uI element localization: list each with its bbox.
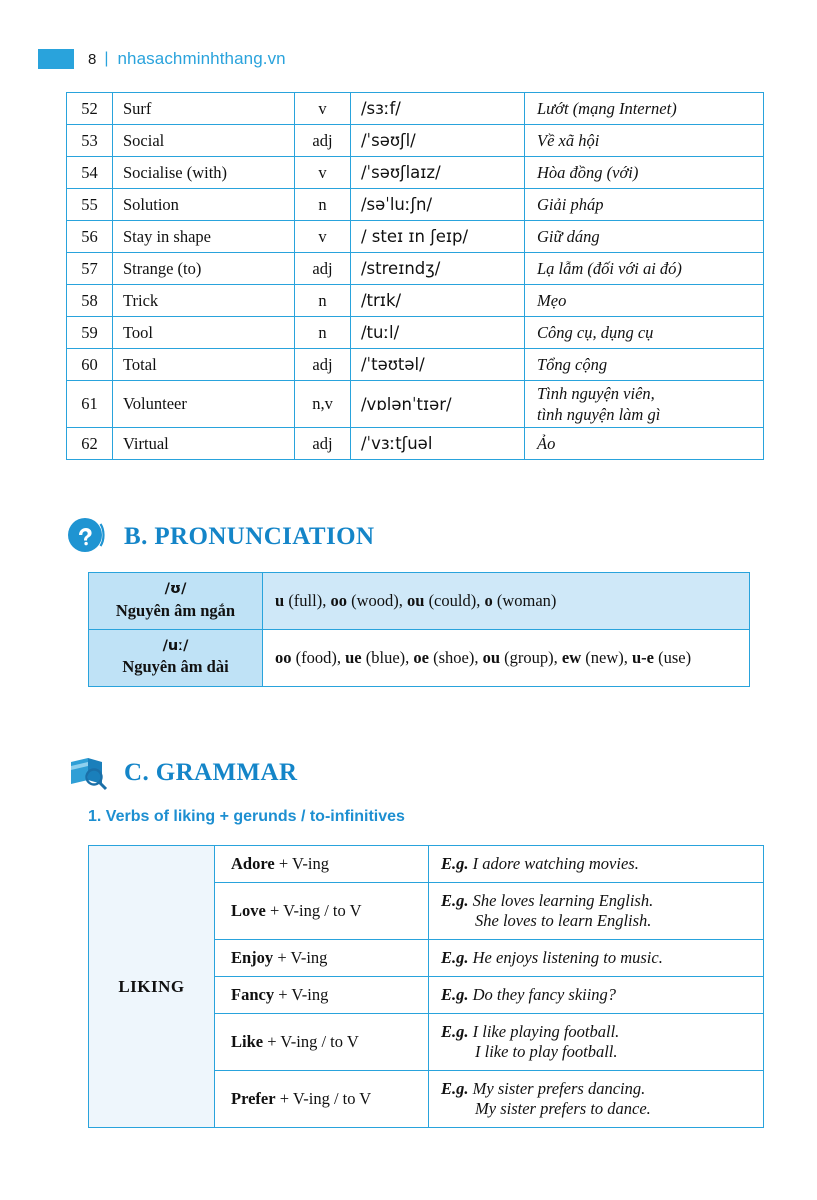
grammar-form: + V-ing / to V bbox=[265, 901, 362, 920]
grammar-pattern bbox=[215, 977, 429, 1014]
grammar-example bbox=[429, 883, 764, 940]
row-pos: n bbox=[295, 189, 351, 221]
grammar-table-container bbox=[88, 845, 764, 1128]
row-ipa: /ˈtəʊtəl/ bbox=[351, 349, 525, 381]
row-meaning: Giải pháp bbox=[525, 189, 764, 221]
grammar-example-line-1 bbox=[441, 891, 753, 911]
vowel-symbol: /ʊ/ bbox=[164, 581, 187, 597]
table-row bbox=[67, 125, 764, 157]
row-word: Surf bbox=[113, 93, 295, 125]
grammar-table bbox=[88, 845, 764, 1128]
example-grapheme: o bbox=[484, 590, 493, 610]
vowel-label: Nguyên âm dài bbox=[122, 657, 229, 677]
row-number: 62 bbox=[67, 428, 113, 460]
grammar-verb: Like bbox=[231, 1032, 264, 1051]
grammar-form: + V-ing bbox=[273, 948, 328, 967]
grammar-pattern bbox=[215, 1014, 429, 1071]
row-meaning: Về xã hội bbox=[525, 125, 764, 157]
row-number: 61 bbox=[67, 381, 113, 428]
row-ipa: /tuːl/ bbox=[351, 317, 525, 349]
example-item bbox=[484, 591, 556, 610]
example-item bbox=[407, 591, 480, 610]
row-ipa: /trɪk/ bbox=[351, 285, 525, 317]
pronunciation-table-container bbox=[88, 572, 750, 687]
row-meaning: Giữ dáng bbox=[525, 221, 764, 253]
pronunciation-section-heading bbox=[66, 516, 374, 558]
row-meaning bbox=[525, 381, 764, 428]
grammar-example-line-1 bbox=[441, 1022, 753, 1042]
pronunciation-table bbox=[88, 572, 750, 687]
row-word: Total bbox=[113, 349, 295, 381]
row-word: Trick bbox=[113, 285, 295, 317]
grammar-example-line-1 bbox=[441, 1079, 753, 1099]
row-word: Tool bbox=[113, 317, 295, 349]
grammar-example bbox=[429, 1014, 764, 1071]
grammar-heading-label: C. GRAMMAR bbox=[124, 759, 298, 786]
row-word: Strange (to) bbox=[113, 253, 295, 285]
page-number: 8 bbox=[88, 50, 97, 68]
grammar-pattern bbox=[215, 883, 429, 940]
table-row bbox=[67, 285, 764, 317]
example-label: E.g. bbox=[441, 1079, 469, 1098]
example-item bbox=[345, 648, 409, 667]
grammar-section-heading bbox=[66, 752, 297, 794]
grammar-verb: Love bbox=[231, 901, 266, 920]
row-pos: n,v bbox=[295, 381, 351, 428]
row-meaning: Tổng cộng bbox=[525, 349, 764, 381]
row-meaning-line-1: Tình nguyện viên, bbox=[537, 384, 655, 403]
grammar-form: + V-ing bbox=[274, 854, 329, 873]
example-word: (food), bbox=[291, 647, 341, 667]
example-item bbox=[330, 591, 402, 610]
grammar-subheading: 1. Verbs of liking + gerunds / to-infinitives bbox=[88, 808, 405, 825]
row-pos: n bbox=[295, 285, 351, 317]
row-word: Stay in shape bbox=[113, 221, 295, 253]
row-pos: adj bbox=[295, 125, 351, 157]
example-sentence: He enjoys listening to music. bbox=[472, 948, 663, 967]
example-label: E.g. bbox=[441, 891, 469, 910]
example-item bbox=[413, 648, 478, 667]
example-word: (use) bbox=[653, 647, 692, 667]
row-word: Social bbox=[113, 125, 295, 157]
grammar-pattern bbox=[215, 1071, 429, 1128]
ear-listening-icon bbox=[66, 516, 112, 558]
example-item bbox=[275, 648, 341, 667]
grammar-verb: Enjoy bbox=[231, 948, 274, 967]
example-grapheme: u-e bbox=[631, 647, 654, 667]
example-label: E.g. bbox=[441, 948, 469, 967]
example-sentence: I adore watching movies. bbox=[472, 854, 639, 873]
row-word: Solution bbox=[113, 189, 295, 221]
row-number: 55 bbox=[67, 189, 113, 221]
example-grapheme: oe bbox=[413, 647, 429, 667]
row-pos: n bbox=[295, 317, 351, 349]
grammar-form: + V-ing / to V bbox=[275, 1089, 372, 1108]
example-word: (full), bbox=[284, 590, 327, 610]
table-row bbox=[89, 846, 764, 883]
row-ipa: /səˈluːʃn/ bbox=[351, 189, 525, 221]
row-meaning: Hòa đồng (với) bbox=[525, 157, 764, 189]
site-name: nhasachminhthang.vn bbox=[117, 49, 286, 68]
table-row bbox=[89, 573, 750, 630]
example-word: (group), bbox=[500, 647, 558, 667]
example-grapheme: ou bbox=[407, 590, 425, 610]
grammar-pattern bbox=[215, 940, 429, 977]
example-label: E.g. bbox=[441, 1022, 469, 1041]
example-item bbox=[275, 591, 326, 610]
table-row bbox=[67, 221, 764, 253]
row-number: 52 bbox=[67, 93, 113, 125]
table-row bbox=[67, 381, 764, 428]
row-pos: v bbox=[295, 93, 351, 125]
row-number: 59 bbox=[67, 317, 113, 349]
example-item bbox=[632, 648, 691, 667]
row-pos: v bbox=[295, 157, 351, 189]
row-ipa: / steɪ ɪn ʃeɪp/ bbox=[351, 221, 525, 253]
header-accent-bar bbox=[38, 49, 74, 69]
example-grapheme: oo bbox=[330, 590, 347, 610]
example-sentence: Do they fancy skiing? bbox=[472, 985, 617, 1004]
example-word: (new), bbox=[581, 647, 628, 667]
table-row bbox=[67, 157, 764, 189]
example-word: (blue), bbox=[361, 647, 410, 667]
row-pos: v bbox=[295, 221, 351, 253]
pronunciation-heading-label: B. PRONUNCIATION bbox=[124, 523, 375, 550]
example-word: (shoe), bbox=[428, 647, 479, 667]
example-grapheme: ue bbox=[345, 647, 362, 667]
grammar-verb: Fancy bbox=[231, 985, 275, 1004]
example-grapheme: ew bbox=[561, 647, 582, 667]
example-sentence: My sister prefers dancing. bbox=[472, 1079, 646, 1098]
example-item bbox=[483, 648, 558, 667]
vocabulary-table bbox=[66, 92, 764, 460]
example-label: E.g. bbox=[441, 985, 469, 1004]
table-row bbox=[89, 629, 750, 686]
grammar-form: + V-ing bbox=[274, 985, 329, 1004]
row-number: 58 bbox=[67, 285, 113, 317]
row-meaning: Công cụ, dụng cụ bbox=[525, 317, 764, 349]
table-row bbox=[67, 317, 764, 349]
row-pos: adj bbox=[295, 428, 351, 460]
grammar-example bbox=[429, 1071, 764, 1128]
grammar-verb: Adore bbox=[231, 854, 275, 873]
row-meaning: Mẹo bbox=[525, 285, 764, 317]
page-header bbox=[38, 44, 780, 74]
grammar-example bbox=[429, 977, 764, 1014]
table-row bbox=[67, 93, 764, 125]
book-magnifier-icon bbox=[66, 752, 112, 794]
example-label: E.g. bbox=[441, 854, 469, 873]
row-pos: adj bbox=[295, 349, 351, 381]
grammar-example-line-1 bbox=[441, 985, 753, 1005]
header-separator: | bbox=[104, 50, 109, 67]
grammar-example-line-1 bbox=[441, 948, 753, 968]
row-meaning: Lướt (mạng Internet) bbox=[525, 93, 764, 125]
table-row bbox=[67, 253, 764, 285]
example-grapheme: u bbox=[275, 590, 285, 610]
grammar-example bbox=[429, 940, 764, 977]
row-word: Volunteer bbox=[113, 381, 295, 428]
row-number: 56 bbox=[67, 221, 113, 253]
row-meaning: Lạ lẫm (đối với ai đó) bbox=[525, 253, 764, 285]
row-ipa: /ˈsəʊʃl/ bbox=[351, 125, 525, 157]
vowel-symbol: /uː/ bbox=[162, 637, 189, 654]
pronunciation-key-cell bbox=[89, 629, 263, 686]
pronunciation-examples-cell bbox=[263, 629, 750, 686]
grammar-example bbox=[429, 846, 764, 883]
row-ipa: /ˈsəʊʃlaɪz/ bbox=[351, 157, 525, 189]
table-row bbox=[67, 189, 764, 221]
row-word: Socialise (with) bbox=[113, 157, 295, 189]
grammar-example-line-1 bbox=[441, 854, 753, 874]
row-number: 60 bbox=[67, 349, 113, 381]
grammar-pattern bbox=[215, 846, 429, 883]
example-sentence: She loves learning English. bbox=[472, 891, 654, 910]
table-row bbox=[67, 349, 764, 381]
pronunciation-key-cell bbox=[89, 573, 263, 630]
grammar-form: + V-ing / to V bbox=[263, 1032, 359, 1051]
example-item bbox=[562, 648, 628, 667]
example-grapheme: ou bbox=[482, 647, 501, 667]
row-meaning-line-2: tình nguyện làm gì bbox=[537, 405, 661, 425]
example-word: (wood), bbox=[346, 590, 403, 610]
grammar-example-line-2: She loves to learn English. bbox=[475, 911, 652, 930]
vowel-label: Nguyên âm ngắn bbox=[115, 600, 236, 620]
row-number: 53 bbox=[67, 125, 113, 157]
vocabulary-table-container bbox=[66, 92, 764, 460]
row-pos: adj bbox=[295, 253, 351, 285]
pronunciation-examples-cell bbox=[263, 573, 750, 630]
row-ipa: /sɜːf/ bbox=[351, 93, 525, 125]
grammar-example-line-2: I like to play football. bbox=[475, 1042, 618, 1061]
row-number: 57 bbox=[67, 253, 113, 285]
example-word: (woman) bbox=[492, 590, 557, 610]
row-word: Virtual bbox=[113, 428, 295, 460]
example-grapheme: oo bbox=[275, 647, 292, 667]
row-number: 54 bbox=[67, 157, 113, 189]
example-word: (could), bbox=[424, 590, 481, 610]
grammar-example-line-2: My sister prefers to dance. bbox=[475, 1099, 651, 1118]
row-ipa: /ˈvɜːtʃuəl bbox=[351, 428, 525, 460]
table-row bbox=[67, 428, 764, 460]
row-ipa: /vɒlənˈtɪər/ bbox=[351, 381, 525, 428]
example-sentence: I like playing football. bbox=[472, 1022, 620, 1041]
grammar-verb: Prefer bbox=[231, 1089, 276, 1108]
row-ipa: /streɪndʒ/ bbox=[351, 253, 525, 285]
grammar-group-label: LIKING bbox=[89, 846, 215, 1128]
row-meaning: Ảo bbox=[525, 428, 764, 460]
